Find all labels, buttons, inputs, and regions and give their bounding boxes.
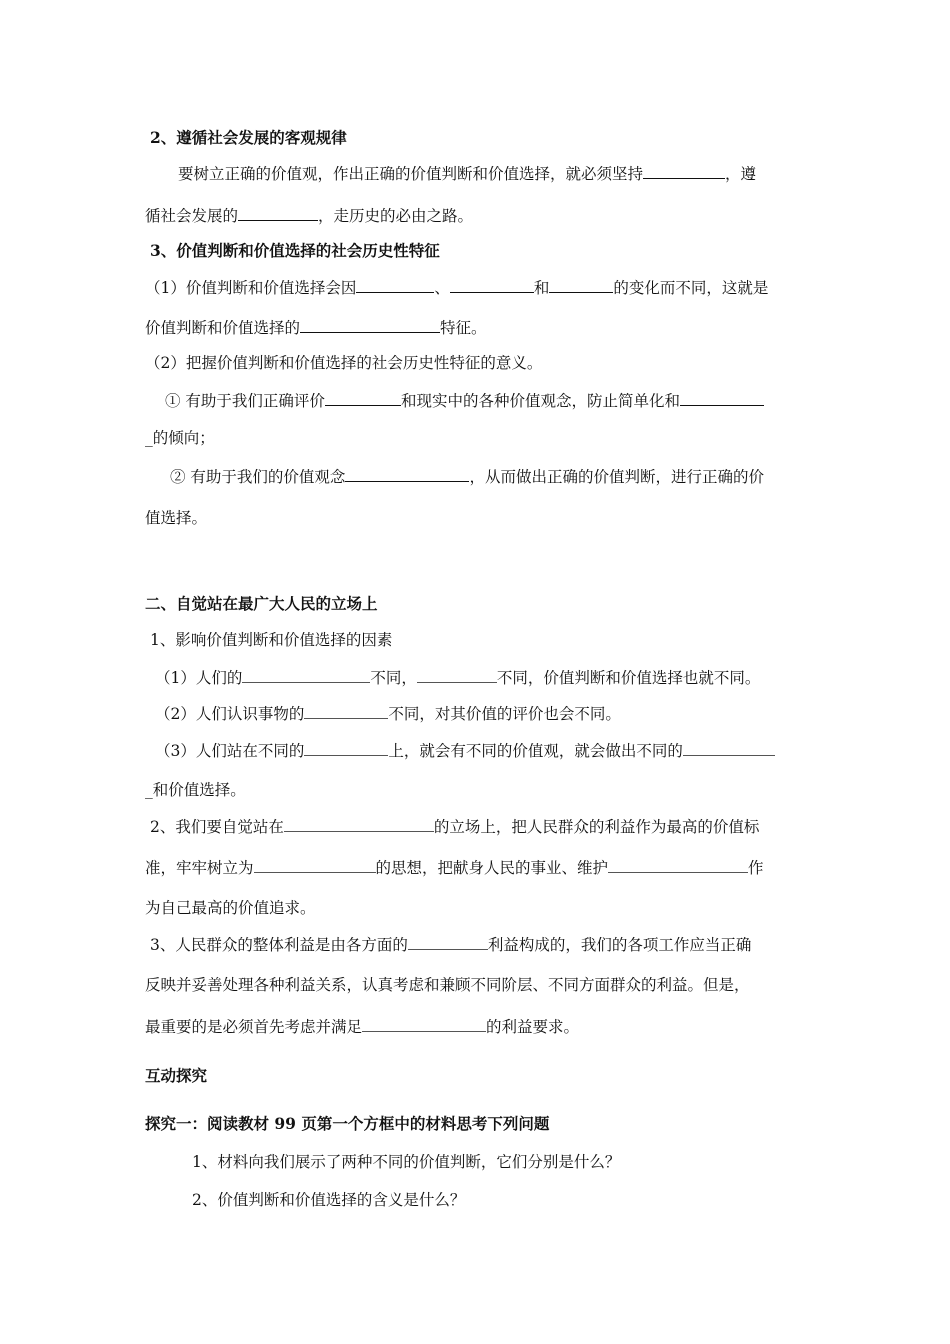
- blank-line: [408, 934, 488, 950]
- text: 特征。: [440, 319, 487, 337]
- part-2-item2-line1: [150, 816, 810, 837]
- text: （2）人们认识事物的: [155, 705, 305, 723]
- blank-line: [238, 205, 318, 221]
- part-2-item1-b: [155, 703, 820, 724]
- text: 循社会发展的: [145, 207, 239, 225]
- blank-line: [242, 667, 370, 683]
- text: 价值判断和价值选择的: [145, 319, 301, 337]
- text: ，从而做出正确的价值判断，进行正确的价: [469, 468, 764, 486]
- blank-line: [608, 857, 748, 873]
- blank-line: [304, 740, 388, 756]
- text: 、: [434, 279, 450, 297]
- blank-line: [254, 857, 376, 873]
- blank-line: [345, 466, 469, 482]
- blank-line: [325, 390, 401, 406]
- section-3-p1-line2: [145, 317, 810, 338]
- text: ① 有助于我们正确评价: [165, 392, 325, 410]
- blank-line: [417, 667, 497, 683]
- inquiry-1-title: 探究一：阅读教材 99 页第一个方框中的材料思考下列问题: [145, 1114, 550, 1133]
- blank-line: [683, 740, 775, 756]
- part-2-heading: 二、自觉站在最广大人民的立场上: [145, 594, 378, 613]
- text: （1）价值判断和价值选择会因: [145, 279, 357, 297]
- part-2-item1-a: [155, 667, 820, 688]
- text: 上，就会有不同的价值观，就会做出不同的: [388, 742, 683, 760]
- part-2-item2-line3: 为自己最高的价值追求。: [145, 899, 316, 917]
- text: 的利益要求。: [486, 1018, 580, 1036]
- text: 不同，对其价值的评价也会不同。: [388, 705, 621, 723]
- part-2-item3-line1: [150, 934, 810, 955]
- section-3-p2-item1-line1: [165, 390, 810, 411]
- blank-line: [450, 277, 534, 293]
- blank-line: [356, 277, 434, 293]
- section-2-body-line1: [178, 163, 808, 184]
- text: 准，牢牢树立为: [145, 859, 254, 877]
- text: ，遵: [725, 165, 757, 183]
- text: 的立场上，把人民群众的利益作为最高的价值标: [433, 818, 760, 836]
- text: ② 有助于我们的价值观念: [170, 468, 346, 486]
- section-3-p2-item2-line1: [170, 466, 810, 487]
- interactive-inquiry-heading: 互动探究: [145, 1066, 208, 1085]
- text: 最重要的是必须首先考虑并满足: [145, 1018, 363, 1036]
- part-2-item1-c-line1: [155, 740, 810, 761]
- part-2-item1-c-line2: _和价值选择。: [145, 781, 246, 799]
- text: 2、我们要自觉站在: [150, 818, 284, 836]
- text: 和: [533, 279, 550, 297]
- text: ，走历史的必由之路。: [318, 207, 474, 225]
- blank-line: [304, 703, 388, 719]
- section-2-body-line2: [145, 205, 810, 226]
- text: （3）人们站在不同的: [155, 742, 305, 760]
- section-3-p2-title: （2）把握价值判断和价值选择的社会历史性特征的意义。: [145, 354, 543, 372]
- blank-line: [300, 317, 440, 333]
- text: 作: [748, 859, 764, 877]
- blank-line: [549, 277, 613, 293]
- inquiry-1-question-1: 1、材料向我们展示了两种不同的价值判断，它们分别是什么？: [192, 1153, 621, 1171]
- blank-line: [643, 163, 725, 179]
- part-2-item1-title: 1、影响价值判断和价值选择的因素: [150, 631, 393, 649]
- part-2-item3-line3: [145, 1016, 810, 1037]
- section-2-title: 2、遵循社会发展的客观规律: [150, 128, 347, 147]
- text: 的思想，把献身人民的事业、维护: [375, 859, 609, 877]
- part-2-item2-line2: [145, 857, 810, 878]
- section-3-p1-line1: [145, 277, 810, 298]
- text: 利益构成的，我们的各项工作应当正确: [487, 936, 752, 954]
- blank-line: [284, 816, 434, 832]
- text: 3、人民群众的整体利益是由各方面的: [150, 936, 408, 954]
- section-3-title: 3、价值判断和价值选择的社会历史性特征: [150, 241, 440, 260]
- text: 和现实中的各种价值观念，防止简单化和: [400, 392, 680, 410]
- part-2-item3-line2: 反映并妥善处理各种利益关系，认真考虑和兼顾不同阶层、不同方面群众的利益。但是，: [145, 976, 750, 994]
- text: （1）人们的: [155, 669, 243, 687]
- text: 不同，价值判断和价值选择也就不同。: [496, 669, 761, 687]
- inquiry-1-question-2: 2、价值判断和价值选择的含义是什么？: [192, 1191, 466, 1209]
- section-3-p2-item2-line2: 值选择。: [145, 509, 208, 527]
- section-3-p2-item1-line2: _的倾向；: [145, 429, 215, 447]
- text: 要树立正确的价值观，作出正确的价值判断和价值选择，就必须坚持: [178, 165, 644, 183]
- text: 不同，: [370, 669, 417, 687]
- text: 的变化而不同，这就是: [613, 279, 769, 297]
- blank-line: [362, 1016, 486, 1032]
- blank-line: [680, 390, 764, 406]
